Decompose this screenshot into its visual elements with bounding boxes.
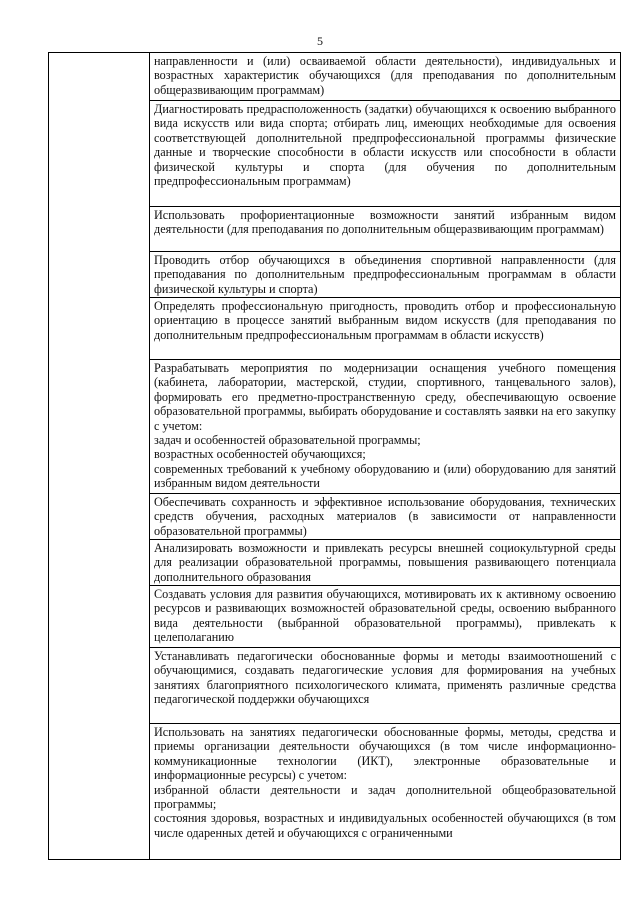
table-cell bbox=[150, 101, 621, 207]
cell-text: избранной области деятельности и задач дополнительной общеобразовательной программы; bbox=[154, 782, 616, 812]
table-cell bbox=[150, 252, 621, 298]
page-number: 5 bbox=[317, 34, 323, 48]
table-cell bbox=[150, 540, 621, 586]
cell-text: Разрабатывать мероприятия по модернизации оснащения учебного помещения (кабинета, лаборатории, мастерской, студии, спортивного, танцевального залов), формировать его предметно-пространственную среду, обеспечивающую освоение образовательной программы, выбирать оборудование и составлять заявки на его закупку с учетом: bbox=[154, 361, 616, 433]
cell-text: Анализировать возможности и привлекать ресурсы внешней социокультурной среды для реализации образовательной программы, повышения развивающего потенциала дополнительного образования bbox=[154, 541, 616, 584]
table-cell bbox=[150, 53, 621, 101]
cell-text: Диагностировать предрасположенность (задатки) обучающихся к освоению выбранного вида искусств или вида спорта; отбирать лиц, имеющих необходимые для освоения соответствующей дополнительной предпрофессиональной программы физические данные и творческие способности в области искусств или способности в области физической культуры и спорта (для обучения по дополнительным предпрофессиональным программам) bbox=[154, 102, 616, 189]
table-row bbox=[49, 53, 621, 101]
table-cell bbox=[150, 298, 621, 360]
table-cell bbox=[150, 360, 621, 494]
table-cell bbox=[150, 494, 621, 540]
cell-text: Проводить отбор обучающихся в объединения спортивной направленности (для преподавания по дополнительным предпрофессиональным программам в области физической культуры и спорта) bbox=[154, 253, 616, 296]
cell-text: задач и особенностей образовательной программы; bbox=[154, 433, 421, 448]
cell-text: Использовать на занятиях педагогически обоснованные формы, методы, средства и приемы организации деятельности обучающихся (в том числе информационно-коммуникационные технологии (ИКТ), электронные образовательные и информационные ресурсы) с учетом: bbox=[154, 725, 616, 783]
table-cell bbox=[150, 586, 621, 648]
cell-text: современных требований к учебному оборудованию и (или) оборудованию для занятий избранным видом деятельности bbox=[154, 461, 616, 491]
cell-text: Определять профессиональную пригодность, проводить отбор и профессиональную ориентацию в процессе занятий выбранным видом искусств (для преподавания по дополнительным предпрофессиональным программам в области искусств) bbox=[154, 299, 616, 342]
table-cell bbox=[150, 207, 621, 252]
cell-text: состояния здоровья, возрастных и индивидуальных особенностей обучающихся (в том числе одаренных детей и обучающихся с ограниченными bbox=[154, 811, 616, 840]
cell-text: возрастных особенностей обучающихся; bbox=[154, 447, 366, 462]
left-column-cell bbox=[49, 53, 150, 860]
document-table bbox=[48, 52, 621, 860]
cell-text: направленности и (или) осваиваемой области деятельности), индивидуальных и возрастных характеристик обучающихся (для преподавания по дополнительным общеразвивающим программам) bbox=[154, 54, 616, 97]
table-cell bbox=[150, 648, 621, 724]
table-cell bbox=[150, 724, 621, 860]
cell-text: Устанавливать педагогически обоснованные формы и методы взаимоотношений с обучающимися, создавать педагогические условия для формирования на учебных занятиях благоприятного психологического климата, применять различные средства педагогической поддержки обучающихся bbox=[154, 649, 616, 707]
cell-text: Создавать условия для развития обучающихся, мотивировать их к активному освоению ресурсов и развивающих возможностей образовательной среды, освоению выбранного вида деятельности (выбранной образовательной программы), привлекать к целеполаганию bbox=[154, 587, 616, 645]
cell-text: Использовать профориентационные возможности занятий избранным видом деятельности (для преподавания по дополнительным общеразвивающим программам) bbox=[154, 208, 616, 237]
cell-text: Обеспечивать сохранность и эффективное использование оборудования, технических средств обучения, расходных материалов (в зависимости от направленности образовательной программы) bbox=[154, 495, 616, 538]
